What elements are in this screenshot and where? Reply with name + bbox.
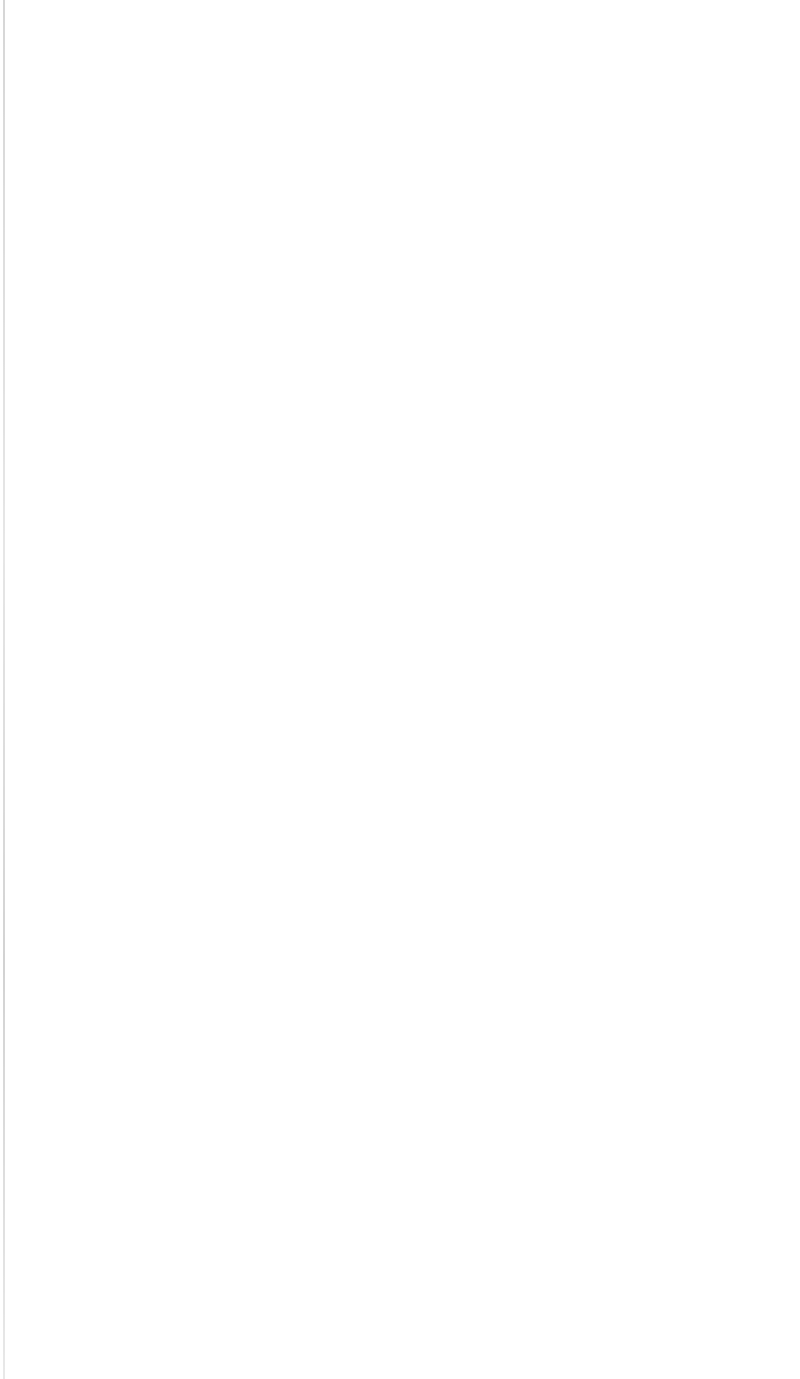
page-edge-shadow [3, 0, 5, 1379]
